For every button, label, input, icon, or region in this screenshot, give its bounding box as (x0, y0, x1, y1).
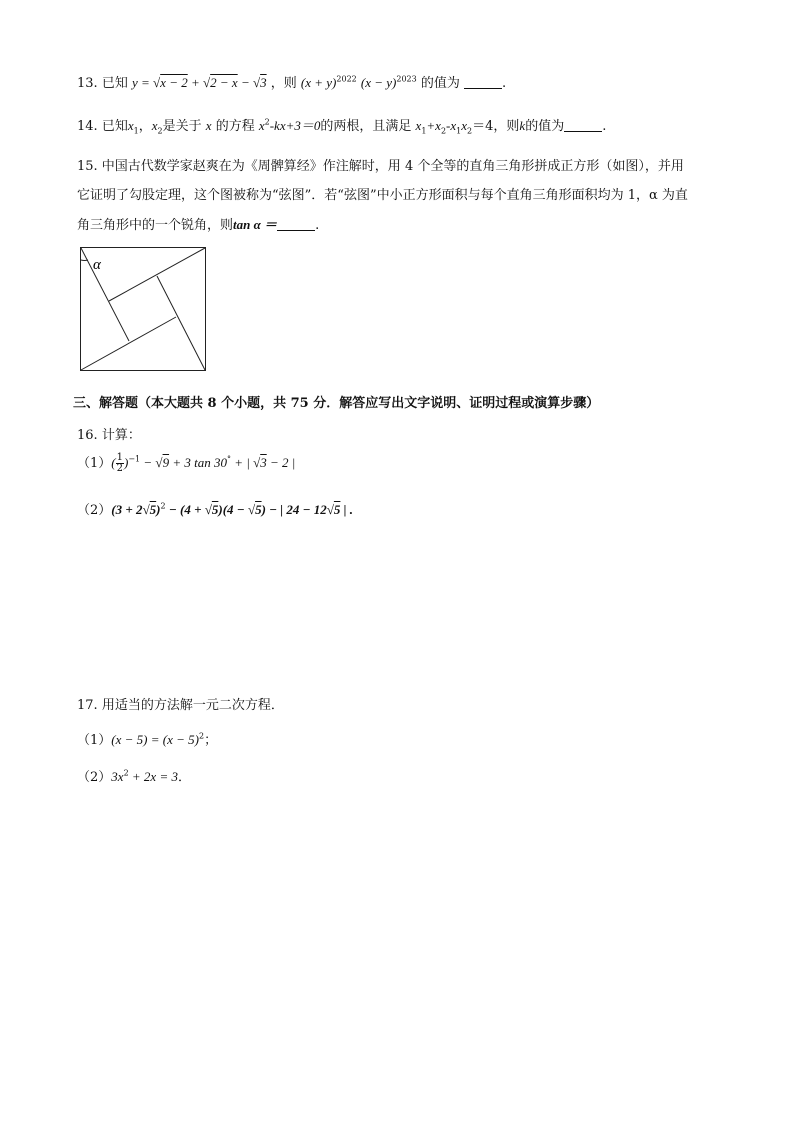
q14-cond-e: ＝4，则 (472, 119, 520, 134)
q17-p2-exp: 2 (123, 768, 129, 778)
q13-exp-1: 2022 (336, 74, 357, 84)
q16-part-2 (77, 499, 353, 518)
q13-lhs: y = (131, 75, 154, 90)
q14-cond-b: +x (426, 118, 441, 133)
q16-p1-numerator: 1 (116, 452, 123, 463)
q17-p1-end: ； (204, 733, 218, 748)
q13-text-b: 的值为 (420, 76, 460, 91)
q16-p2-radicand-c: 5 (255, 502, 262, 517)
q13-radicand-3: 3 (260, 75, 267, 90)
q14-k: k (519, 118, 526, 133)
q15-line-3-text: 角三角形中的一个锐角，则 (77, 218, 234, 233)
q14-end: . (602, 119, 607, 134)
question-16 (77, 424, 141, 443)
q14-cond-sub-3: 1 (456, 126, 462, 136)
q13-sqrt-sign-2: √ (203, 75, 211, 90)
q16-p2-b: ) (156, 502, 161, 517)
q16-p2-d: )(4 − (218, 502, 248, 517)
q16-p1-degree: ° (226, 454, 231, 464)
q13-text-a: 已知 (101, 76, 128, 91)
q16-p1-fraction (116, 453, 124, 474)
q17-p1-eq: (x − 5) = (x − 5) (111, 732, 199, 747)
section-3-heading: 三、解答题（本大题共 8 个小题，共 75 分．解答应写出文字说明、证明过程或演算步骤） (73, 396, 600, 411)
xian-diagram (80, 247, 208, 373)
q15-line-2: 它证明了勾股定理，这个图被称为“弦图”．若“弦图”中小正方形面积与每个直角三角形面积均为 1，α 为直 (77, 188, 688, 203)
question-15-line-3 (77, 214, 319, 233)
q16-p1-exp: −1 (128, 454, 141, 464)
q16-p1-tan: + 3 tan 30 (169, 455, 227, 470)
q15-line-1: 15. 中国古代数学家赵爽在为《周髀算经》作注解时，用 4 个全等的直角三角形拼成正方形（如图），并用 (77, 159, 684, 174)
q16-title: 计算： (101, 428, 141, 443)
q16-p1-radicand-3: 3 (260, 455, 267, 470)
q14-eq-b: -kx+3＝0 (269, 118, 321, 133)
q14-x2: x (151, 118, 158, 133)
q14-answer-blank[interactable] (564, 119, 602, 132)
question-13 (77, 72, 506, 91)
q14-eq-a: x (258, 118, 265, 133)
q16-p2-label: （2） (77, 503, 112, 518)
q13-paren-2: (x − y) (360, 75, 397, 90)
q16-p1-minus: − (140, 455, 156, 470)
q16-part-1 (77, 452, 295, 474)
q14-text-d: 的两根，且满足 (320, 119, 412, 134)
q16-p1-sqrt-sign-9: √ (155, 455, 163, 470)
question-14 (77, 115, 606, 136)
q17-p2-a: 3x (111, 769, 124, 784)
q16-p2-f: | . (340, 502, 354, 517)
q17-p1-label: （1） (77, 733, 112, 748)
q14-cond-sub-2: 2 (440, 126, 447, 136)
q17-p2-b: + 2x = 3 (128, 769, 178, 784)
q14-number: 14. (77, 119, 98, 134)
q16-p1-denominator: 2 (116, 463, 123, 474)
q13-answer-blank[interactable] (464, 76, 502, 89)
q16-p2-sqrt-sign-d: √ (326, 502, 334, 517)
q17-p2-end: ． (177, 770, 191, 785)
q13-end: . (502, 76, 507, 91)
q14-text-c: 的方程 (215, 119, 255, 134)
hypotenuse-line-right (157, 276, 205, 370)
q15-tan: tan α ＝ (233, 217, 278, 232)
q17-number: 17. (77, 698, 98, 713)
q16-p1-label: （1） (77, 456, 112, 471)
q17-title: 用适当的方法解一元二次方程． (101, 698, 284, 713)
q16-p2-radicand-a: 5 (149, 502, 157, 517)
q16-p2-e: ) − | 24 − 12 (261, 502, 327, 517)
q16-number: 16. (77, 428, 98, 443)
q16-p1-radicand-9: 9 (162, 455, 170, 470)
q14-x2-sub: 2 (157, 126, 163, 136)
q16-p2-a: (3 + 2 (111, 502, 143, 517)
q17-part-2 (77, 766, 191, 785)
q17-p2-label: （2） (77, 770, 112, 785)
q16-p2-sqrt-sign-c: √ (247, 502, 256, 517)
q15-end: . (315, 218, 320, 233)
question-17 (77, 694, 284, 713)
q14-cond-a: x (415, 118, 422, 133)
q16-p1-abs-close: − 2 | (266, 455, 296, 470)
alpha-label: α (93, 257, 101, 273)
q14-cond-sub-4: 2 (467, 126, 473, 136)
q14-x1: x (127, 118, 134, 133)
q13-sqrt-sign-3: √ (252, 75, 261, 90)
q14-var: x (205, 118, 212, 133)
q16-p2-c: − (4 + (165, 502, 205, 517)
hypotenuse-line-top (109, 248, 205, 301)
q14-cond-c: -x (446, 118, 457, 133)
q13-paren-1: (x + y) (300, 75, 337, 90)
q16-p1-close: ) (124, 455, 129, 470)
q13-radicand-1: x − 2 (160, 75, 188, 90)
q14-text-a: 已知 (101, 119, 128, 134)
q16-p1-abs-open: + | (230, 455, 254, 470)
q16-p2-exp: 2 (160, 501, 166, 511)
q13-minus: − (237, 75, 253, 90)
q16-p1-sqrt-sign-3: √ (253, 455, 261, 470)
q14-x1-sub: 1 (133, 126, 139, 136)
q13-radicand-2: 2 − x (210, 75, 238, 90)
q14-text-e: 的值为 (525, 119, 565, 134)
q13-exp-2: 2023 (396, 74, 417, 84)
q16-p2-sqrt-sign-a: √ (142, 502, 150, 517)
q16-p1-open: ( (111, 455, 116, 470)
q13-plus: + (187, 75, 203, 90)
q16-p2-sqrt-sign-b: √ (204, 502, 212, 517)
q17-p1-exp: 2 (198, 731, 205, 741)
q13-number: 13. (77, 76, 98, 91)
q14-cond-d: x (461, 118, 468, 133)
hypotenuse-line-bottom (81, 317, 176, 370)
q14-eq-sup: 2 (264, 117, 270, 127)
q16-p2-radicand-d: 5 (333, 502, 341, 517)
q16-p2-radicand-b: 5 (211, 502, 219, 517)
q14-cond-sub-1: 1 (421, 126, 427, 136)
q14-text-b: 是关于 (162, 119, 202, 134)
q17-part-1 (77, 729, 217, 748)
q14-sep: ， (138, 119, 152, 134)
q13-sqrt-sign-1: √ (153, 75, 161, 90)
alpha-arc (81, 260, 88, 261)
q15-answer-blank[interactable] (277, 218, 315, 231)
q13-comma: ，则 (270, 76, 297, 91)
